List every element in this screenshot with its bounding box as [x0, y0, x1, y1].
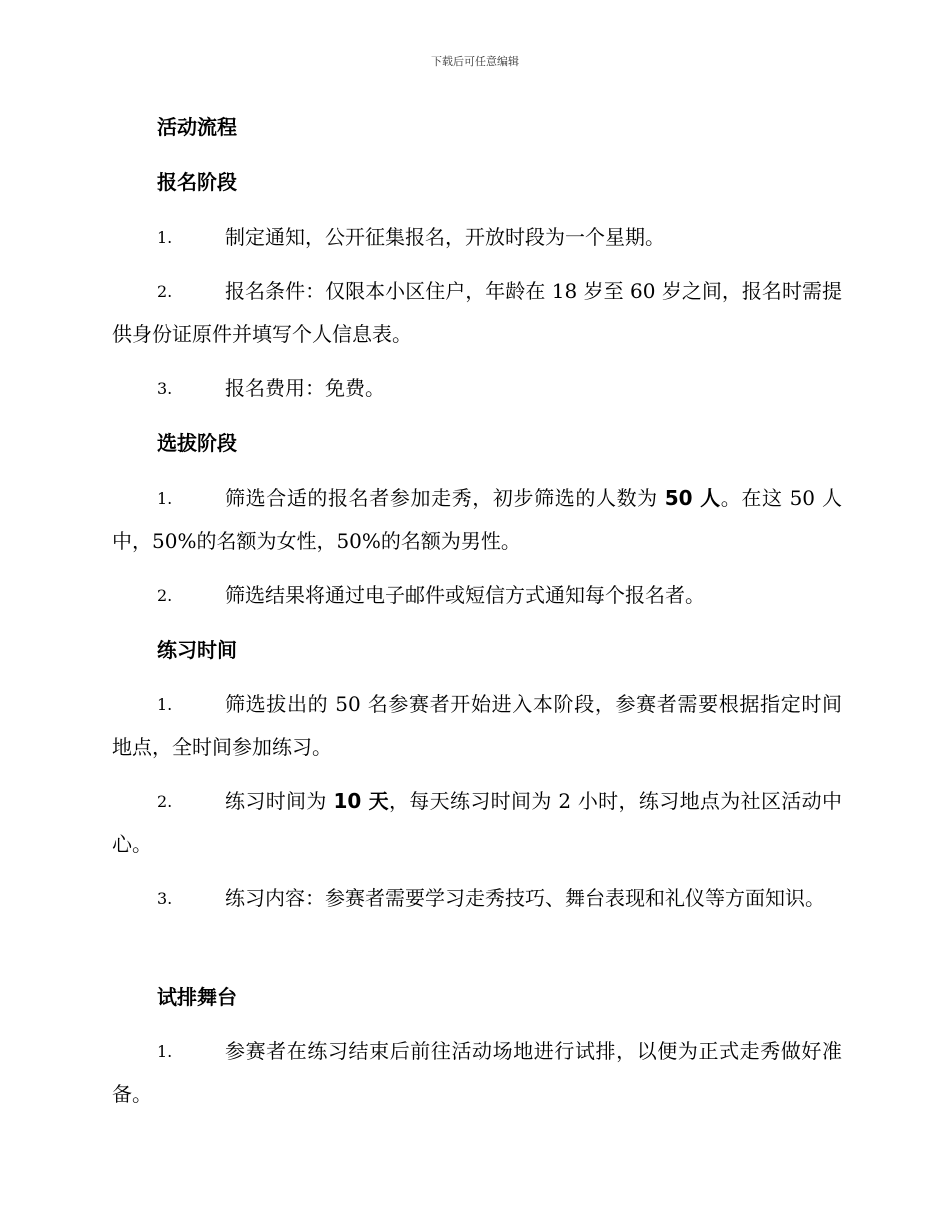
document-title: 活动流程 — [157, 115, 237, 139]
section-heading-registration: 报名阶段 — [157, 170, 237, 194]
item-number: 1. — [157, 1042, 173, 1061]
item-text: 练习内容：参赛者需要学习走秀技巧、舞台表现和礼仪等方面知识。 — [225, 886, 825, 910]
item-number: 2. — [157, 282, 173, 301]
page-header: 下载后可任意编辑 — [431, 55, 519, 68]
item-text: 参赛者在练习结束后前往活动场地进行试排，以便为正式走秀做好准备。 — [112, 1039, 842, 1106]
item-text: 筛选结果将通过电子邮件或短信方式通知每个报名者。 — [225, 583, 705, 607]
item-text-part: ，每天练习时间为 2 小时，练习地点为社区活动中心。 — [112, 789, 842, 856]
list-item — [112, 270, 842, 356]
item-text: 报名条件：仅限本小区住户，年龄在 18 岁至 60 岁之间，报名时需提供身份证原件并填写个人信息表。 — [112, 279, 842, 346]
list-item — [112, 477, 842, 563]
item-number: 2. — [157, 792, 173, 811]
list-item — [112, 367, 842, 410]
item-text-part: 。在这 50 人中，50%的名额为女性，50%的名额为男性。 — [112, 486, 842, 553]
item-number: 2. — [157, 586, 173, 605]
item-text-part: 筛选合适的报名者参加走秀，初步筛选的人数为 — [225, 486, 665, 510]
list-item — [112, 574, 842, 617]
item-text: 制定通知，公开征集报名，开放时段为一个星期。 — [225, 225, 665, 249]
section-heading-practice: 练习时间 — [157, 638, 237, 662]
item-text — [112, 780, 842, 866]
list-item — [112, 780, 842, 866]
list-item — [112, 877, 842, 920]
list-item — [112, 683, 842, 769]
item-number: 3. — [157, 379, 173, 398]
item-text-part: 练习时间为 — [225, 789, 334, 813]
item-text-emphasis: 50 人 — [664, 486, 721, 510]
item-number: 1. — [157, 489, 173, 508]
list-item — [112, 1030, 842, 1116]
section-heading-rehearsal: 试排舞台 — [157, 985, 237, 1009]
item-text: 报名费用：免费。 — [225, 376, 385, 400]
item-number: 1. — [157, 228, 173, 247]
section-heading-selection: 选拔阶段 — [157, 431, 237, 455]
list-item — [112, 216, 842, 259]
item-text-emphasis: 10 天 — [333, 789, 389, 813]
item-number: 3. — [157, 889, 173, 908]
item-number: 1. — [157, 695, 173, 714]
item-text: 筛选拔出的 50 名参赛者开始进入本阶段，参赛者需要根据指定时间地点，全时间参加练习。 — [112, 692, 842, 759]
item-text — [112, 477, 842, 563]
